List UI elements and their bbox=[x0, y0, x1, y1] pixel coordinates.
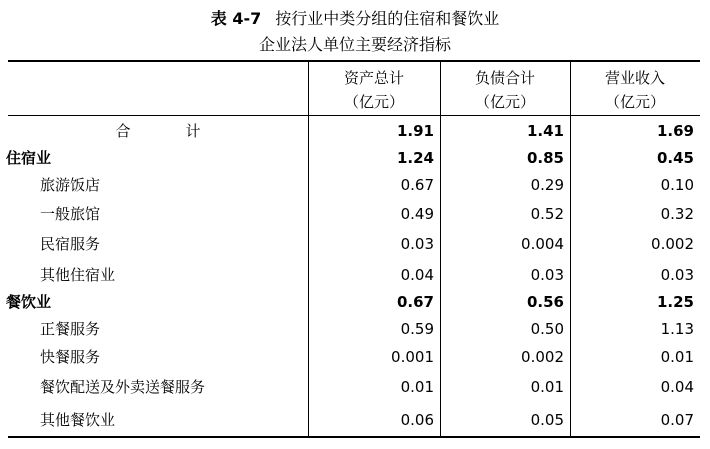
cell-revenue: 0.002 bbox=[651, 235, 694, 253]
table-row bbox=[8, 375, 700, 399]
header-rule bbox=[8, 115, 700, 116]
table-title-line2: 企业法人单位主要经济指标 bbox=[258, 35, 451, 54]
cell-assets: 1.91 bbox=[396, 122, 434, 140]
cell-revenue: 0.04 bbox=[660, 378, 694, 396]
cell-revenue: 1.13 bbox=[660, 320, 694, 338]
cell-revenue: 0.32 bbox=[660, 205, 694, 223]
cell-liabilities: 0.50 bbox=[530, 320, 564, 338]
cell-liabilities: 0.03 bbox=[530, 266, 564, 284]
cell-liabilities: 0.002 bbox=[521, 348, 564, 366]
cell-assets: 0.03 bbox=[400, 235, 434, 253]
table-row-total bbox=[8, 119, 700, 143]
cell-liabilities: 0.05 bbox=[530, 411, 564, 429]
cell-liabilities: 0.01 bbox=[530, 378, 564, 396]
row-label: 正餐服务 bbox=[40, 320, 101, 338]
table-row bbox=[8, 173, 700, 197]
cell-assets: 0.67 bbox=[396, 293, 434, 311]
cell-revenue: 1.25 bbox=[656, 293, 694, 311]
table-title bbox=[0, 8, 710, 30]
row-label: 一般旅馆 bbox=[40, 205, 101, 223]
cell-revenue: 0.10 bbox=[660, 176, 694, 194]
cell-revenue: 0.45 bbox=[656, 149, 694, 167]
table-row bbox=[8, 232, 700, 256]
table-row-category bbox=[8, 290, 700, 314]
table-row bbox=[8, 263, 700, 287]
cell-assets: 0.59 bbox=[400, 320, 434, 338]
data-table bbox=[8, 60, 700, 438]
table-row bbox=[8, 345, 700, 369]
cell-assets: 0.001 bbox=[391, 348, 434, 366]
cell-liabilities: 0.52 bbox=[530, 205, 564, 223]
column-header-revenue bbox=[570, 66, 700, 114]
table-row bbox=[8, 408, 700, 432]
cell-revenue: 0.07 bbox=[660, 411, 694, 429]
cell-revenue: 1.69 bbox=[656, 122, 694, 140]
row-label: 其他餐饮业 bbox=[40, 411, 116, 429]
row-label: 合 计 bbox=[115, 122, 221, 140]
table-row-category bbox=[8, 146, 700, 170]
row-label: 住宿业 bbox=[6, 149, 52, 167]
table-title-line1: 按行业中类分组的住宿和餐饮业 bbox=[275, 9, 500, 28]
cell-assets: 0.67 bbox=[400, 176, 434, 194]
cell-liabilities: 1.41 bbox=[526, 122, 564, 140]
column-header-name: 营业收入 bbox=[604, 69, 665, 87]
column-header-unit: （亿元） bbox=[343, 93, 404, 111]
row-label: 快餐服务 bbox=[40, 348, 101, 366]
column-header-liabilities bbox=[440, 66, 570, 114]
top-rule bbox=[8, 60, 700, 62]
cell-assets: 0.06 bbox=[400, 411, 434, 429]
row-label: 其他住宿业 bbox=[40, 266, 116, 284]
table-row bbox=[8, 317, 700, 341]
row-label: 餐饮业 bbox=[6, 293, 52, 311]
column-header-name: 资产总计 bbox=[343, 69, 404, 87]
cell-assets: 0.01 bbox=[400, 378, 434, 396]
row-label: 民宿服务 bbox=[40, 235, 101, 253]
cell-liabilities: 0.004 bbox=[521, 235, 564, 253]
cell-assets: 1.24 bbox=[396, 149, 434, 167]
column-header-name: 负债合计 bbox=[474, 69, 535, 87]
cell-liabilities: 0.56 bbox=[526, 293, 564, 311]
cell-assets: 0.49 bbox=[400, 205, 434, 223]
cell-revenue: 0.03 bbox=[660, 266, 694, 284]
row-label: 旅游饭店 bbox=[40, 176, 101, 194]
cell-liabilities: 0.85 bbox=[526, 149, 564, 167]
column-header-unit: （亿元） bbox=[604, 93, 665, 111]
cell-liabilities: 0.29 bbox=[530, 176, 564, 194]
row-label: 餐饮配送及外卖送餐服务 bbox=[40, 378, 206, 396]
table-number: 表 4-7 bbox=[210, 9, 262, 28]
cell-revenue: 0.01 bbox=[660, 348, 694, 366]
column-header-unit: （亿元） bbox=[474, 93, 535, 111]
bottom-rule bbox=[8, 436, 700, 438]
cell-assets: 0.04 bbox=[400, 266, 434, 284]
column-header-assets bbox=[308, 66, 440, 114]
table-row bbox=[8, 202, 700, 226]
